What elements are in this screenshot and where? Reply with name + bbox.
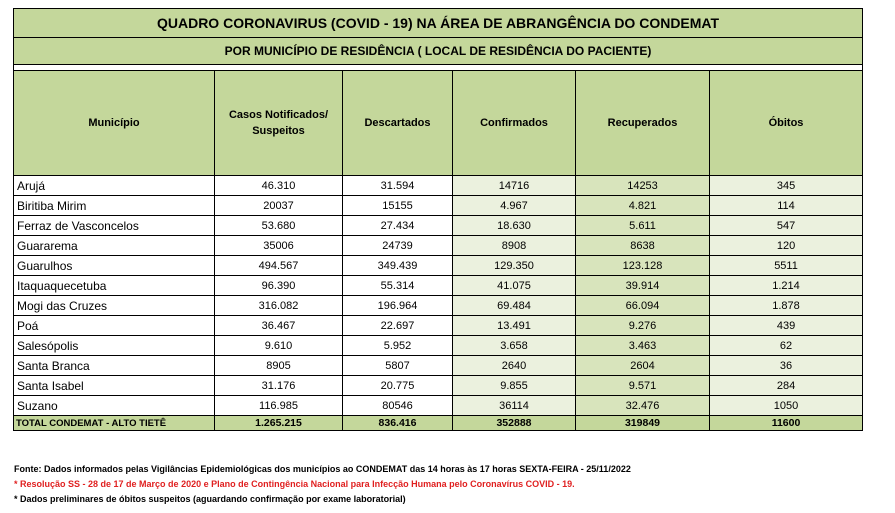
header-recuperados: Recuperados	[576, 71, 710, 176]
cell-confirmados: 9.855	[453, 376, 576, 396]
cell-confirmados: 36114	[453, 396, 576, 416]
header-confirmados: Confirmados	[453, 71, 576, 176]
cell-recuperados: 66.094	[576, 296, 710, 316]
page-title: QUADRO CORONAVIRUS (COVID - 19) NA ÁREA DE ABRANGÊNCIA DO CONDEMAT	[14, 9, 863, 38]
cell-municipio: Biritiba Mirim	[14, 196, 215, 216]
header-obitos: Óbitos	[710, 71, 863, 176]
cell-recuperados: 3.463	[576, 336, 710, 356]
page-subtitle: POR MUNICÍPIO DE RESIDÊNCIA ( LOCAL DE RESIDÊNCIA DO PACIENTE)	[14, 38, 863, 65]
cell-municipio: Santa Branca	[14, 356, 215, 376]
table-row	[14, 356, 863, 376]
cell-descartados: 20.775	[343, 376, 453, 396]
cell-descartados: 22.697	[343, 316, 453, 336]
cell-municipio: Santa Isabel	[14, 376, 215, 396]
cell-casos: 116.985	[215, 396, 343, 416]
covid-report-sheet	[13, 8, 862, 431]
cell-casos: 494.567	[215, 256, 343, 276]
cell-obitos: 345	[710, 176, 863, 196]
cell-obitos: 284	[710, 376, 863, 396]
cell-descartados: 80546	[343, 396, 453, 416]
cell-descartados: 24739	[343, 236, 453, 256]
cell-descartados: 196.964	[343, 296, 453, 316]
table-row	[14, 256, 863, 276]
total-row	[14, 416, 863, 431]
cell-casos: 31.176	[215, 376, 343, 396]
cell-casos: 35006	[215, 236, 343, 256]
table-row	[14, 336, 863, 356]
cell-obitos: 439	[710, 316, 863, 336]
cell-obitos: 62	[710, 336, 863, 356]
note-preliminary: * Dados preliminares de óbitos suspeitos (aguardando confirmação por exame laboratorial)	[14, 494, 406, 504]
cell-confirmados: 4.967	[453, 196, 576, 216]
cell-obitos: 1.214	[710, 276, 863, 296]
cell-descartados: 27.434	[343, 216, 453, 236]
cell-municipio: Suzano	[14, 396, 215, 416]
cell-municipio: Salesópolis	[14, 336, 215, 356]
cell-obitos: 120	[710, 236, 863, 256]
cell-descartados: 55.314	[343, 276, 453, 296]
cell-municipio: Ferraz de Vasconcelos	[14, 216, 215, 236]
cell-recuperados: 4.821	[576, 196, 710, 216]
cell-casos: 36.467	[215, 316, 343, 336]
note-resolution: * Resolução SS - 28 de 17 de Março de 2020 e Plano de Contingência Nacional para Infecção Humana pelo Coronavírus COVID - 19.	[14, 479, 575, 489]
cell-recuperados: 2604	[576, 356, 710, 376]
cell-municipio: Guararema	[14, 236, 215, 256]
header-descartados: Descartados	[343, 71, 453, 176]
total-obitos: 11600	[710, 416, 863, 431]
cell-casos: 20037	[215, 196, 343, 216]
cell-recuperados: 9.571	[576, 376, 710, 396]
cell-recuperados: 8638	[576, 236, 710, 256]
table-row	[14, 316, 863, 336]
table-row	[14, 396, 863, 416]
cell-recuperados: 123.128	[576, 256, 710, 276]
header-casos	[215, 71, 343, 176]
header-row	[14, 71, 863, 176]
cell-obitos: 1.878	[710, 296, 863, 316]
cell-recuperados: 5.611	[576, 216, 710, 236]
cell-casos: 96.390	[215, 276, 343, 296]
cell-municipio: Arujá	[14, 176, 215, 196]
cell-descartados: 15155	[343, 196, 453, 216]
table-row	[14, 276, 863, 296]
cell-recuperados: 9.276	[576, 316, 710, 336]
cell-obitos: 36	[710, 356, 863, 376]
cell-confirmados: 8908	[453, 236, 576, 256]
cell-descartados: 31.594	[343, 176, 453, 196]
table-row	[14, 376, 863, 396]
note-source: Fonte: Dados informados pelas Vigilâncias Epidemiológicas dos municípios ao CONDEMAT das 14 horas às 17 horas SEXTA-FEIRA - 25/11/2022	[14, 464, 631, 474]
cell-descartados: 349.439	[343, 256, 453, 276]
header-municipio: Município	[14, 71, 215, 176]
header-casos-line2: Suspeitos	[252, 125, 305, 137]
table-row	[14, 296, 863, 316]
cell-recuperados: 39.914	[576, 276, 710, 296]
cell-recuperados: 32.476	[576, 396, 710, 416]
cell-confirmados: 13.491	[453, 316, 576, 336]
total-confirmados: 352888	[453, 416, 576, 431]
cell-descartados: 5.952	[343, 336, 453, 356]
cell-municipio: Mogi das Cruzes	[14, 296, 215, 316]
total-label: TOTAL CONDEMAT - ALTO TIETÊ	[14, 416, 215, 431]
cell-confirmados: 3.658	[453, 336, 576, 356]
table-row	[14, 196, 863, 216]
cell-obitos: 5511	[710, 256, 863, 276]
total-recuperados: 319849	[576, 416, 710, 431]
cell-confirmados: 41.075	[453, 276, 576, 296]
cell-casos: 53.680	[215, 216, 343, 236]
cell-confirmados: 2640	[453, 356, 576, 376]
table-row	[14, 176, 863, 196]
total-casos: 1.265.215	[215, 416, 343, 431]
cell-confirmados: 14716	[453, 176, 576, 196]
cell-descartados: 5807	[343, 356, 453, 376]
cell-municipio: Guarulhos	[14, 256, 215, 276]
cell-obitos: 1050	[710, 396, 863, 416]
header-casos-line1: Casos Notificados/	[228, 109, 329, 121]
cell-municipio: Poá	[14, 316, 215, 336]
cell-casos: 8905	[215, 356, 343, 376]
cell-confirmados: 18.630	[453, 216, 576, 236]
cell-municipio: Itaquaquecetuba	[14, 276, 215, 296]
cell-casos: 9.610	[215, 336, 343, 356]
cell-casos: 46.310	[215, 176, 343, 196]
cell-recuperados: 14253	[576, 176, 710, 196]
cell-obitos: 547	[710, 216, 863, 236]
total-descartados: 836.416	[343, 416, 453, 431]
cell-obitos: 114	[710, 196, 863, 216]
covid-table	[13, 8, 863, 431]
cell-confirmados: 129.350	[453, 256, 576, 276]
table-row	[14, 236, 863, 256]
title-row	[14, 9, 863, 38]
footnotes	[14, 462, 631, 507]
cell-casos: 316.082	[215, 296, 343, 316]
subtitle-row	[14, 38, 863, 65]
cell-confirmados: 69.484	[453, 296, 576, 316]
table-row	[14, 216, 863, 236]
